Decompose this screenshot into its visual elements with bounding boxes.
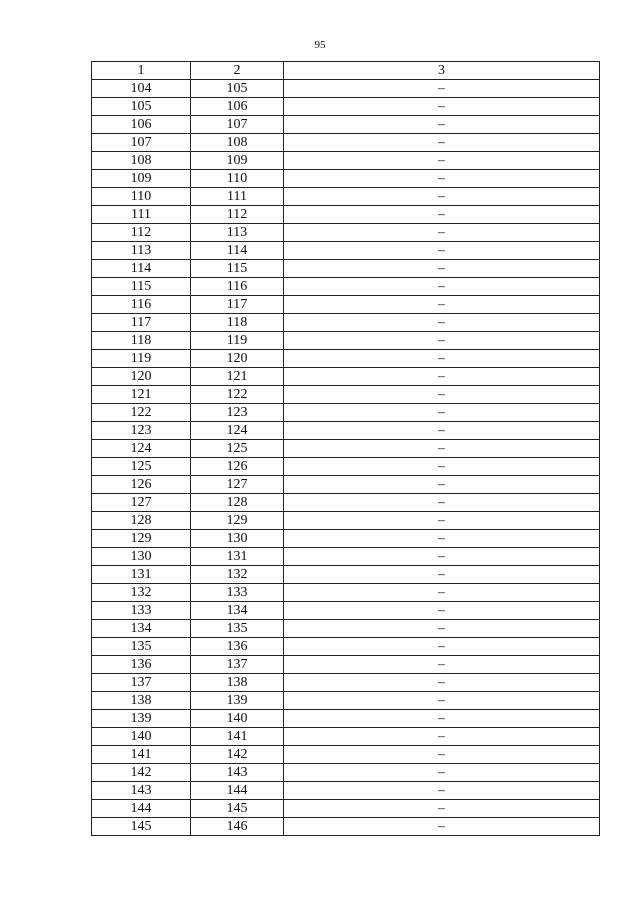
table-row	[92, 80, 600, 98]
table-cell: 108	[191, 134, 284, 152]
table-cell: 122	[92, 404, 191, 422]
table-cell: –	[284, 566, 600, 584]
table-cell: –	[284, 638, 600, 656]
table-cell: –	[284, 764, 600, 782]
table-cell: 112	[191, 206, 284, 224]
table-cell: 117	[92, 314, 191, 332]
table-cell: –	[284, 224, 600, 242]
table-cell: 105	[92, 98, 191, 116]
table-row	[92, 296, 600, 314]
column-header: 3	[284, 62, 600, 80]
table-cell: 134	[92, 620, 191, 638]
table-cell: –	[284, 404, 600, 422]
table-cell: 110	[191, 170, 284, 188]
table-cell: 129	[191, 512, 284, 530]
table-cell: 131	[92, 566, 191, 584]
table-cell: –	[284, 440, 600, 458]
table-row	[92, 134, 600, 152]
table-cell: 145	[191, 800, 284, 818]
table-cell: 129	[92, 530, 191, 548]
table-cell: –	[284, 548, 600, 566]
table-cell: 126	[191, 458, 284, 476]
data-table	[91, 61, 600, 836]
table-row	[92, 404, 600, 422]
table-cell: –	[284, 728, 600, 746]
table-cell: 110	[92, 188, 191, 206]
table-cell: 128	[191, 494, 284, 512]
table-cell: 146	[191, 818, 284, 836]
table-cell: –	[284, 386, 600, 404]
table-cell: –	[284, 620, 600, 638]
table-cell: –	[284, 530, 600, 548]
table-cell: –	[284, 188, 600, 206]
table-cell: 119	[92, 350, 191, 368]
table-cell: 108	[92, 152, 191, 170]
table-cell: –	[284, 98, 600, 116]
table-row	[92, 458, 600, 476]
table-cell: 121	[191, 368, 284, 386]
table-cell: 135	[191, 620, 284, 638]
table-cell: –	[284, 692, 600, 710]
table-row	[92, 350, 600, 368]
table-cell: –	[284, 422, 600, 440]
table-cell: 106	[92, 116, 191, 134]
table-row	[92, 602, 600, 620]
table-row	[92, 368, 600, 386]
table-cell: 137	[92, 674, 191, 692]
table-cell: 109	[191, 152, 284, 170]
table-cell: 140	[92, 728, 191, 746]
table-cell: 125	[191, 440, 284, 458]
table-cell: 128	[92, 512, 191, 530]
table-cell: –	[284, 512, 600, 530]
table-cell: 120	[92, 368, 191, 386]
table-cell: 123	[191, 404, 284, 422]
table-row	[92, 530, 600, 548]
table-cell: –	[284, 710, 600, 728]
table-row	[92, 224, 600, 242]
table-row	[92, 728, 600, 746]
table-cell: 118	[92, 332, 191, 350]
table-cell: 127	[92, 494, 191, 512]
table-cell: 130	[191, 530, 284, 548]
table-cell: –	[284, 170, 600, 188]
table-cell: 143	[191, 764, 284, 782]
table-cell: 127	[191, 476, 284, 494]
table-row	[92, 710, 600, 728]
table-row	[92, 782, 600, 800]
table-cell: 111	[92, 206, 191, 224]
table-cell: 133	[92, 602, 191, 620]
table-cell: 106	[191, 98, 284, 116]
table-cell: 107	[92, 134, 191, 152]
table-cell: 145	[92, 818, 191, 836]
table-cell: –	[284, 152, 600, 170]
table-row	[92, 566, 600, 584]
table-cell: –	[284, 800, 600, 818]
table-cell: 111	[191, 188, 284, 206]
table-row	[92, 116, 600, 134]
table-row	[92, 746, 600, 764]
table-row	[92, 242, 600, 260]
table-cell: 142	[191, 746, 284, 764]
table-cell: –	[284, 314, 600, 332]
table-cell: 123	[92, 422, 191, 440]
table-cell: 122	[191, 386, 284, 404]
table-row	[92, 692, 600, 710]
table-cell: 114	[92, 260, 191, 278]
table-cell: 116	[191, 278, 284, 296]
table-row	[92, 260, 600, 278]
table-cell: –	[284, 656, 600, 674]
table-cell: –	[284, 818, 600, 836]
table-cell: –	[284, 368, 600, 386]
table-cell: –	[284, 206, 600, 224]
table-cell: 114	[191, 242, 284, 260]
table-cell: –	[284, 782, 600, 800]
table-cell: 134	[191, 602, 284, 620]
table-row	[92, 476, 600, 494]
table-cell: –	[284, 80, 600, 98]
table-cell: –	[284, 332, 600, 350]
table-cell: 125	[92, 458, 191, 476]
table-row	[92, 656, 600, 674]
table-row	[92, 206, 600, 224]
table-cell: –	[284, 260, 600, 278]
table-row	[92, 440, 600, 458]
table-cell: 140	[191, 710, 284, 728]
table-cell: 105	[191, 80, 284, 98]
table-cell: 121	[92, 386, 191, 404]
table-header	[92, 62, 600, 80]
table-cell: –	[284, 458, 600, 476]
table-row	[92, 764, 600, 782]
table-row	[92, 170, 600, 188]
table-row	[92, 674, 600, 692]
table-cell: 144	[191, 782, 284, 800]
table-cell: 139	[92, 710, 191, 728]
table-cell: 113	[92, 242, 191, 260]
table-cell: 139	[191, 692, 284, 710]
table-cell: 141	[191, 728, 284, 746]
table-cell: 124	[92, 440, 191, 458]
table-cell: 113	[191, 224, 284, 242]
table-cell: 133	[191, 584, 284, 602]
table-row	[92, 278, 600, 296]
table-cell: –	[284, 242, 600, 260]
table-cell: 132	[92, 584, 191, 602]
table-cell: 117	[191, 296, 284, 314]
table-row	[92, 638, 600, 656]
table-cell: 120	[191, 350, 284, 368]
table-row	[92, 386, 600, 404]
table-row	[92, 422, 600, 440]
table-cell: 138	[191, 674, 284, 692]
table-row	[92, 800, 600, 818]
table-cell: –	[284, 278, 600, 296]
table-row	[92, 584, 600, 602]
table-cell: 130	[92, 548, 191, 566]
table-cell: 112	[92, 224, 191, 242]
table-cell: –	[284, 116, 600, 134]
table-cell: 124	[191, 422, 284, 440]
table-cell: 136	[191, 638, 284, 656]
table-cell: –	[284, 674, 600, 692]
table-row	[92, 188, 600, 206]
table-cell: 107	[191, 116, 284, 134]
table-cell: –	[284, 350, 600, 368]
table-cell: 119	[191, 332, 284, 350]
table-row	[92, 818, 600, 836]
header-row	[92, 62, 600, 80]
table-cell: 143	[92, 782, 191, 800]
table-row	[92, 314, 600, 332]
table-cell: –	[284, 476, 600, 494]
table-row	[92, 620, 600, 638]
table-cell: –	[284, 134, 600, 152]
table-cell: 115	[191, 260, 284, 278]
table-cell: 131	[191, 548, 284, 566]
table-cell: 144	[92, 800, 191, 818]
table-cell: –	[284, 296, 600, 314]
table-row	[92, 332, 600, 350]
table-cell: 137	[191, 656, 284, 674]
page-number: 95	[314, 39, 326, 51]
table-row	[92, 98, 600, 116]
table-cell: 116	[92, 296, 191, 314]
table-row	[92, 152, 600, 170]
table-cell: 126	[92, 476, 191, 494]
column-header: 2	[191, 62, 284, 80]
table-cell: –	[284, 602, 600, 620]
table-row	[92, 548, 600, 566]
table-cell: –	[284, 746, 600, 764]
table-cell: 115	[92, 278, 191, 296]
table-cell: –	[284, 584, 600, 602]
table-cell: 135	[92, 638, 191, 656]
table-cell: 104	[92, 80, 191, 98]
table-cell: 132	[191, 566, 284, 584]
table-row	[92, 494, 600, 512]
table-cell: 109	[92, 170, 191, 188]
table-row	[92, 512, 600, 530]
table-cell: 142	[92, 764, 191, 782]
table-cell: 118	[191, 314, 284, 332]
table-cell: 141	[92, 746, 191, 764]
column-header: 1	[92, 62, 191, 80]
table-cell: 136	[92, 656, 191, 674]
table-cell: 138	[92, 692, 191, 710]
table-body	[92, 80, 600, 836]
table-cell: –	[284, 494, 600, 512]
